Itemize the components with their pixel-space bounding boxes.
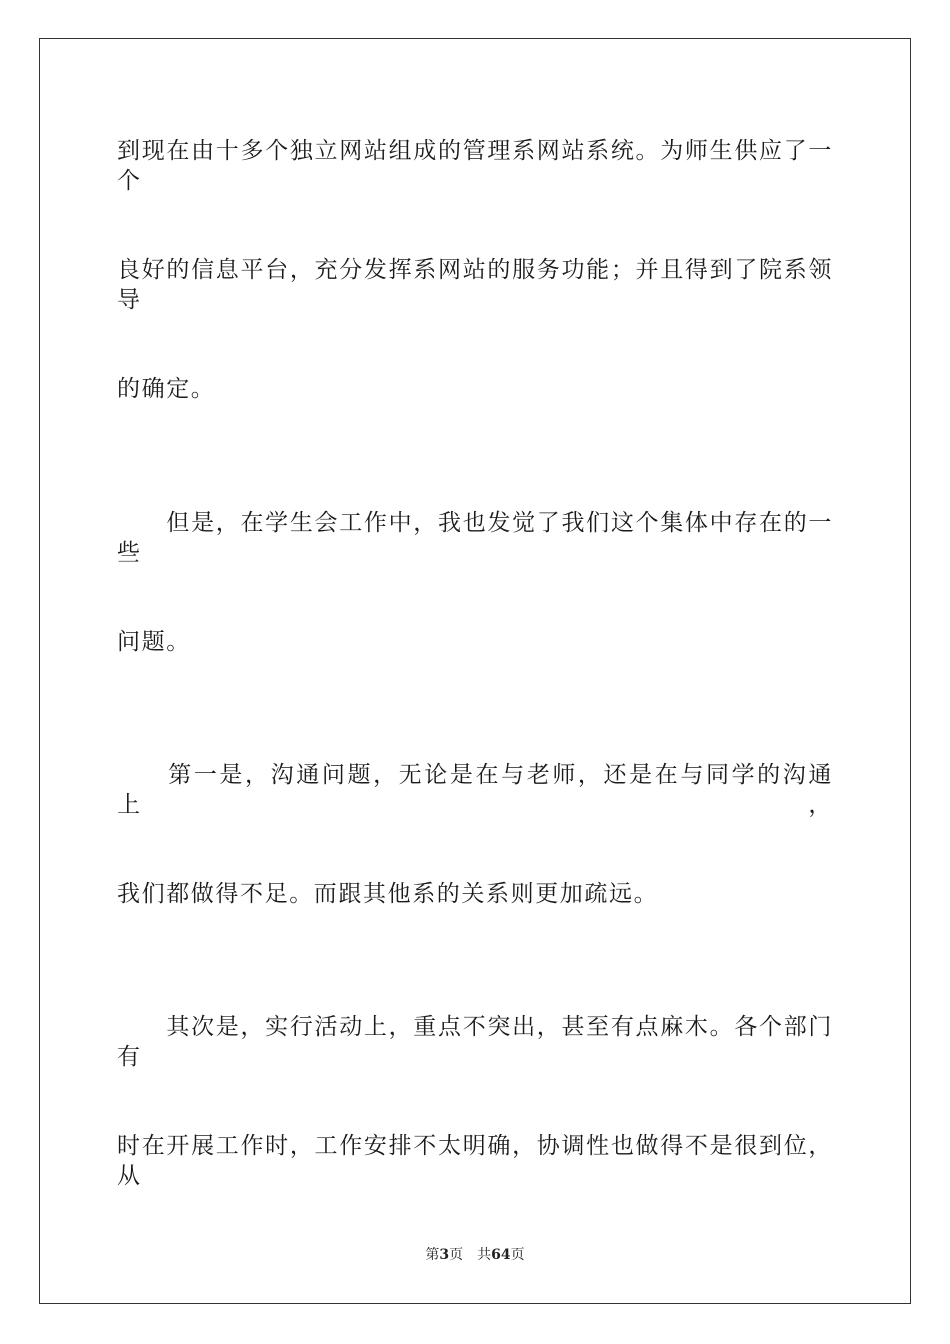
page-prefix: 第: [425, 1247, 440, 1263]
body-line-2: 良好的信息平台，充分发挥系网站的服务功能；并且得到了院系领导: [117, 257, 833, 313]
body-line-3: 的确定。: [117, 376, 216, 402]
page-footer: [0, 1246, 950, 1264]
total-prefix: 共: [477, 1247, 492, 1263]
body-line-1: 到现在由十多个独立网站组成的管理系网站系统。为师生供应了一个: [117, 138, 833, 194]
page-suffix: 页: [449, 1247, 464, 1263]
body-line-8: 其次是，实行活动上，重点不突出，甚至有点麻木。各个部门有: [117, 1014, 833, 1070]
body-line-7: 我们都做得不足。而跟其他系的关系则更加疏远。: [117, 881, 659, 907]
body-line-9: 时在开展工作时，工作安排不太明确，协调性也做得不是很到位，从: [117, 1133, 833, 1189]
page-border: [39, 38, 911, 1304]
total-pages: 64: [491, 1247, 511, 1263]
body-line-6: 第一是，沟通问题，无论是在与老师，还是在与同学的沟通上，: [117, 762, 833, 818]
page-number: 3: [439, 1247, 450, 1263]
body-line-5: 问题。: [117, 629, 191, 655]
body-line-4: 但是，在学生会工作中，我也发觉了我们这个集体中存在的一些: [117, 510, 833, 566]
total-suffix: 页: [510, 1247, 525, 1263]
